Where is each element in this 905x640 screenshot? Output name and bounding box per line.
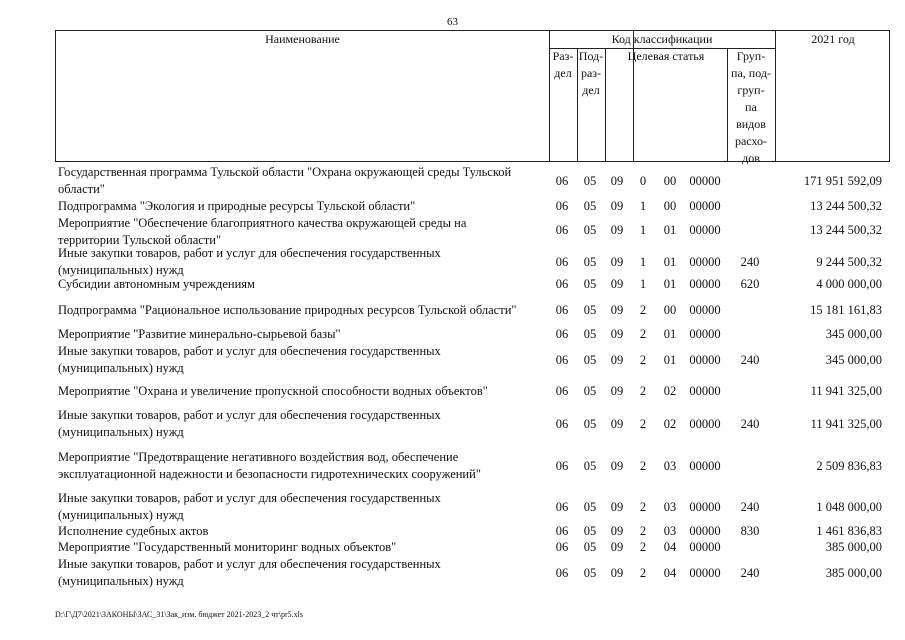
table-row xyxy=(55,326,890,343)
row-target-4: 00000 xyxy=(689,199,721,213)
row-target-1: 09 xyxy=(610,255,624,269)
row-target-2: 1 xyxy=(639,223,647,237)
row-amount: 1 461 836,83 xyxy=(816,524,882,538)
row-podrazdel: 05 xyxy=(583,417,597,431)
row-razdel: 06 xyxy=(555,174,569,188)
row-target-2: 2 xyxy=(639,353,647,367)
row-target-4: 00000 xyxy=(689,353,721,367)
row-target-2: 2 xyxy=(639,417,647,431)
row-target-3: 04 xyxy=(663,540,677,554)
row-name: Субсидии автономным учреждениям xyxy=(58,277,255,291)
row-podrazdel: 05 xyxy=(583,303,597,317)
row-razdel: 06 xyxy=(555,566,569,580)
row-target-1: 09 xyxy=(610,417,624,431)
row-group: 240 xyxy=(740,417,760,431)
row-name: Подпрограмма "Рациональное использование природных ресурсов Тульской области" xyxy=(58,303,517,317)
table-row xyxy=(55,302,890,319)
footer-file-path: D:\Г\Д7\2021\ЗАКОНЫ\ЗАС_31\Зак_изм. бюджет 2021-2023_2 чт\pr5.xls xyxy=(55,610,304,619)
page-number: 63 xyxy=(447,16,458,28)
table-row xyxy=(55,449,890,483)
row-target-3: 04 xyxy=(663,566,677,580)
table-row xyxy=(55,407,890,441)
row-amount: 15 181 161,83 xyxy=(810,303,882,317)
row-target-4: 00000 xyxy=(689,327,721,341)
row-amount: 2 509 836,83 xyxy=(816,459,882,473)
row-target-3: 01 xyxy=(663,223,677,237)
header-year: 2021 год xyxy=(811,32,855,46)
row-target-3: 03 xyxy=(663,524,677,538)
row-target-4: 00000 xyxy=(689,540,721,554)
row-group: 240 xyxy=(740,566,760,580)
header-name: Наименование xyxy=(265,32,340,46)
row-target-4: 00000 xyxy=(689,255,721,269)
row-name: Иные закупки товаров, работ и услуг для обеспечения государственных (муниципальных) нужд xyxy=(58,491,441,522)
row-amount: 11 941 325,00 xyxy=(810,417,882,431)
row-group: 830 xyxy=(740,524,760,538)
row-target-4: 00000 xyxy=(689,566,721,580)
row-target-3: 00 xyxy=(663,199,677,213)
row-razdel: 06 xyxy=(555,353,569,367)
row-amount: 345 000,00 xyxy=(825,353,882,367)
row-name: Мероприятие "Государственный мониторинг водных объектов" xyxy=(58,540,397,554)
row-amount: 1 048 000,00 xyxy=(816,500,882,514)
row-podrazdel: 05 xyxy=(583,540,597,554)
row-target-1: 09 xyxy=(610,277,624,291)
table-row xyxy=(55,198,890,215)
header-group: Груп- па, под- груп- па видов расхо- дов xyxy=(731,49,771,165)
table-row xyxy=(55,523,890,540)
row-name: Мероприятие "Предотвращение негативного воздействия вод, обеспечение эксплуатационной надежности и безопасности гидротехнических сооружений" xyxy=(58,450,481,481)
row-target-2: 2 xyxy=(639,566,647,580)
row-target-3: 00 xyxy=(663,174,677,188)
row-target-1: 09 xyxy=(610,174,624,188)
row-podrazdel: 05 xyxy=(583,524,597,538)
row-target-1: 09 xyxy=(610,327,624,341)
row-target-2: 2 xyxy=(639,384,647,398)
row-razdel: 06 xyxy=(555,524,569,538)
row-target-2: 2 xyxy=(639,303,647,317)
row-group: 240 xyxy=(740,500,760,514)
row-amount: 11 941 325,00 xyxy=(810,384,882,398)
row-razdel: 06 xyxy=(555,540,569,554)
row-podrazdel: 05 xyxy=(583,500,597,514)
row-target-2: 1 xyxy=(639,255,647,269)
row-name: Иные закупки товаров, работ и услуг для обеспечения государственных (муниципальных) нужд xyxy=(58,246,441,277)
row-target-1: 09 xyxy=(610,500,624,514)
row-group: 240 xyxy=(740,353,760,367)
row-group: 240 xyxy=(740,255,760,269)
row-target-2: 1 xyxy=(639,199,647,213)
row-amount: 4 000 000,00 xyxy=(816,277,882,291)
row-target-4: 00000 xyxy=(689,384,721,398)
header-razdel: Раз- дел xyxy=(552,49,574,80)
row-target-2: 2 xyxy=(639,327,647,341)
row-name: Исполнение судебных актов xyxy=(58,524,209,538)
table-row xyxy=(55,164,890,198)
row-target-1: 09 xyxy=(610,524,624,538)
row-podrazdel: 05 xyxy=(583,199,597,213)
row-razdel: 06 xyxy=(555,199,569,213)
row-name: Государственная программа Тульской области "Охрана окружающей среды Тульской области" xyxy=(58,165,512,196)
row-razdel: 06 xyxy=(555,277,569,291)
row-podrazdel: 05 xyxy=(583,327,597,341)
row-target-1: 09 xyxy=(610,540,624,554)
row-razdel: 06 xyxy=(555,459,569,473)
row-target-4: 00000 xyxy=(689,303,721,317)
row-amount: 13 244 500,32 xyxy=(810,223,882,237)
row-target-2: 1 xyxy=(639,277,647,291)
row-name: Подпрограмма "Экология и природные ресурсы Тульской области" xyxy=(58,199,416,213)
row-podrazdel: 05 xyxy=(583,384,597,398)
table-row xyxy=(55,215,890,249)
row-target-3: 03 xyxy=(663,500,677,514)
row-group: 620 xyxy=(740,277,760,291)
row-name: Мероприятие "Охрана и увеличение пропускной способности водных объектов" xyxy=(58,384,488,398)
table-row xyxy=(55,343,890,377)
row-amount: 9 244 500,32 xyxy=(816,255,882,269)
row-razdel: 06 xyxy=(555,223,569,237)
row-target-1: 09 xyxy=(610,303,624,317)
table-row xyxy=(55,539,890,556)
row-target-1: 09 xyxy=(610,459,624,473)
row-razdel: 06 xyxy=(555,500,569,514)
row-target-2: 2 xyxy=(639,524,647,538)
row-amount: 345 000,00 xyxy=(825,327,882,341)
row-amount: 13 244 500,32 xyxy=(810,199,882,213)
row-name: Иные закупки товаров, работ и услуг для обеспечения государственных (муниципальных) нужд xyxy=(58,557,441,588)
row-target-2: 2 xyxy=(639,500,647,514)
row-name: Мероприятие "Развитие минерально-сырьевой базы" xyxy=(58,327,341,341)
row-podrazdel: 05 xyxy=(583,566,597,580)
table-row xyxy=(55,556,890,590)
row-razdel: 06 xyxy=(555,417,569,431)
row-podrazdel: 05 xyxy=(583,459,597,473)
row-target-3: 01 xyxy=(663,277,677,291)
row-razdel: 06 xyxy=(555,327,569,341)
row-podrazdel: 05 xyxy=(583,353,597,367)
row-target-3: 01 xyxy=(663,353,677,367)
row-name: Иные закупки товаров, работ и услуг для обеспечения государственных (муниципальных) нужд xyxy=(58,408,441,439)
row-target-4: 00000 xyxy=(689,500,721,514)
row-razdel: 06 xyxy=(555,255,569,269)
row-razdel: 06 xyxy=(555,303,569,317)
row-target-3: 03 xyxy=(663,459,677,473)
row-target-3: 02 xyxy=(663,384,677,398)
row-podrazdel: 05 xyxy=(583,277,597,291)
row-podrazdel: 05 xyxy=(583,223,597,237)
row-target-1: 09 xyxy=(610,384,624,398)
header-target: Целевая статья xyxy=(627,49,705,63)
row-target-3: 02 xyxy=(663,417,677,431)
row-target-1: 09 xyxy=(610,199,624,213)
row-amount: 171 951 592,09 xyxy=(803,174,882,188)
row-target-2: 2 xyxy=(639,459,647,473)
row-target-2: 0 xyxy=(639,174,647,188)
row-target-3: 01 xyxy=(663,327,677,341)
row-target-4: 00000 xyxy=(689,459,721,473)
row-podrazdel: 05 xyxy=(583,255,597,269)
table-row xyxy=(55,245,890,279)
row-target-4: 00000 xyxy=(689,417,721,431)
header-classification: Код классификации xyxy=(611,32,713,46)
row-target-3: 01 xyxy=(663,255,677,269)
row-target-4: 00000 xyxy=(689,524,721,538)
row-target-1: 09 xyxy=(610,353,624,367)
table-row xyxy=(55,490,890,524)
row-target-2: 2 xyxy=(639,540,647,554)
row-amount: 385 000,00 xyxy=(825,540,882,554)
table-row xyxy=(55,383,890,400)
header-podrazdel: Под- раз- дел xyxy=(578,49,604,97)
row-podrazdel: 05 xyxy=(583,174,597,188)
row-target-1: 09 xyxy=(610,223,624,237)
row-target-4: 00000 xyxy=(689,174,721,188)
row-name: Иные закупки товаров, работ и услуг для обеспечения государственных (муниципальных) нужд xyxy=(58,344,441,375)
row-target-4: 00000 xyxy=(689,277,721,291)
row-name: Мероприятие "Обеспечение благоприятного качества окружающей среды на территории Тульской области" xyxy=(58,216,467,247)
row-razdel: 06 xyxy=(555,384,569,398)
row-target-1: 09 xyxy=(610,566,624,580)
table-header xyxy=(55,30,890,165)
row-target-3: 00 xyxy=(663,303,677,317)
row-target-4: 00000 xyxy=(689,223,721,237)
table-row xyxy=(55,276,890,293)
row-amount: 385 000,00 xyxy=(825,566,882,580)
